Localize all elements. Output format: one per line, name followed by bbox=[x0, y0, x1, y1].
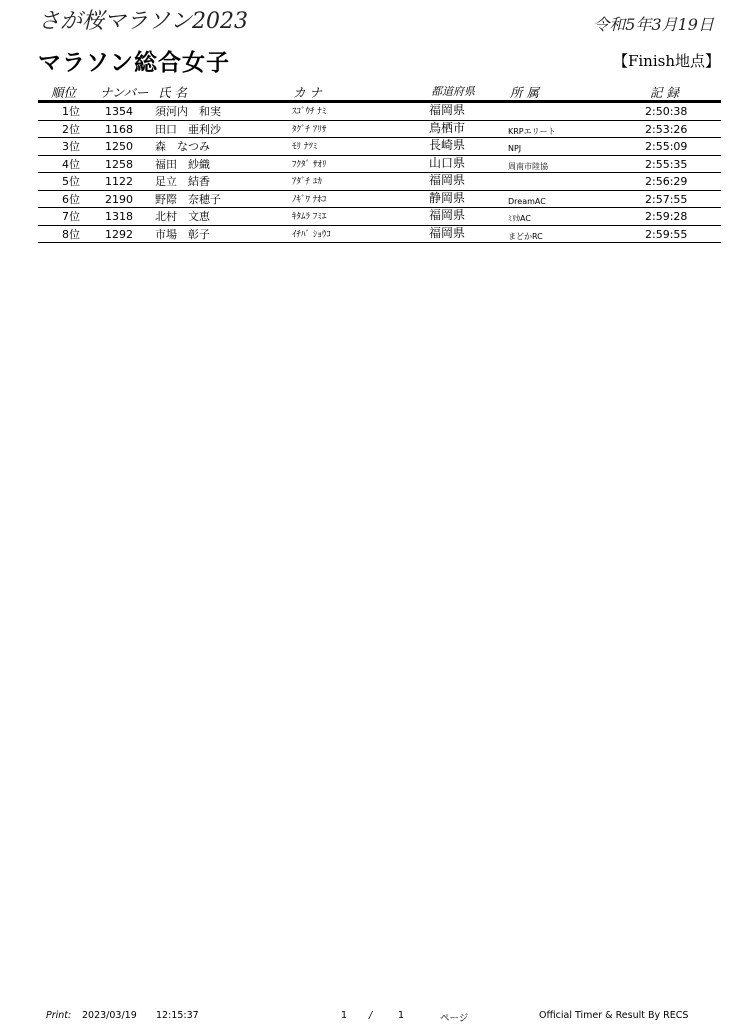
result-title: マラソン総合女子 bbox=[38, 50, 230, 76]
cell-name: 野際 奈穂子 bbox=[155, 192, 221, 206]
cell-club: 周南市陸協 bbox=[508, 161, 548, 171]
cell-rank: 1位 bbox=[62, 105, 80, 118]
cell-kana: ﾌｸﾀﾞ ｻｵﾘ bbox=[292, 159, 327, 170]
cell-name: 須河内 和実 bbox=[155, 105, 221, 118]
cell-number: 1258 bbox=[105, 157, 133, 171]
page-total: 1 bbox=[398, 1010, 405, 1021]
cell-rank: 8位 bbox=[62, 227, 80, 241]
table-row bbox=[38, 121, 721, 139]
cell-prefecture: 山口県 bbox=[429, 155, 466, 170]
cell-time: 2:55:35 bbox=[645, 157, 688, 171]
cell-kana: ﾉｷﾞﾜ ﾅﾎｺ bbox=[292, 194, 327, 205]
print-time: 12:15:37 bbox=[156, 1010, 199, 1021]
page-current: 1 bbox=[341, 1010, 348, 1021]
cell-rank: 4位 bbox=[62, 157, 80, 171]
table-row bbox=[38, 208, 721, 226]
cell-number: 1250 bbox=[105, 140, 133, 153]
header-club: 所 属 bbox=[510, 85, 539, 100]
table-row bbox=[38, 173, 721, 191]
table-row bbox=[38, 191, 721, 209]
cell-kana: ｲﾁﾊﾞ ｼｮｳｺ bbox=[292, 229, 331, 240]
cell-prefecture: 福岡県 bbox=[429, 225, 466, 240]
page-footer bbox=[0, 1010, 736, 1024]
cell-time: 2:50:38 bbox=[645, 105, 688, 118]
cell-rank: 5位 bbox=[62, 175, 80, 188]
print-date: 2023/03/19 bbox=[82, 1010, 137, 1021]
cell-name: 田口 亜利沙 bbox=[155, 122, 221, 136]
results-table bbox=[38, 103, 721, 243]
cell-number: 1318 bbox=[105, 210, 133, 223]
cell-time: 2:57:55 bbox=[645, 192, 688, 206]
cell-time: 2:59:55 bbox=[645, 227, 688, 241]
header-kana: カ ナ bbox=[293, 85, 322, 100]
cell-kana: ｽｺﾞｳﾁ ﾅﾐ bbox=[292, 107, 327, 117]
cell-time: 2:53:26 bbox=[645, 122, 688, 136]
event-date: 令和5年3月19日 bbox=[593, 15, 714, 34]
cell-kana: ﾀｸﾞﾁ ｱﾘｻ bbox=[292, 124, 327, 135]
cell-number: 1168 bbox=[105, 122, 133, 136]
cell-name: 市場 彰子 bbox=[155, 227, 210, 241]
cell-prefecture: 静岡県 bbox=[429, 190, 466, 205]
checkpoint-label: 【Finish地点】 bbox=[612, 52, 720, 70]
cell-time: 2:55:09 bbox=[645, 140, 688, 153]
cell-prefecture: 福岡県 bbox=[429, 173, 466, 187]
cell-club: NPJ bbox=[508, 144, 522, 153]
table-header bbox=[38, 82, 721, 103]
table-row bbox=[38, 138, 721, 156]
cell-number: 1292 bbox=[105, 227, 133, 241]
page-separator: / bbox=[369, 1010, 373, 1021]
cell-rank: 7位 bbox=[62, 210, 80, 223]
cell-prefecture: 鳥栖市 bbox=[429, 120, 466, 135]
cell-rank: 6位 bbox=[62, 192, 80, 206]
header-time: 記 録 bbox=[650, 85, 679, 100]
cell-rank: 2位 bbox=[62, 122, 80, 136]
print-label: Print: bbox=[46, 1010, 72, 1021]
cell-time: 2:59:28 bbox=[645, 210, 688, 223]
credit-text: Official Timer & Result By RECS bbox=[539, 1010, 689, 1021]
header-prefecture: 都道府県 bbox=[431, 85, 475, 98]
header-name: 氏 名 bbox=[158, 85, 187, 100]
cell-number: 2190 bbox=[105, 192, 133, 206]
cell-kana: ｷﾀﾑﾗ ﾌﾐｴ bbox=[292, 212, 327, 222]
cell-time: 2:56:29 bbox=[645, 175, 688, 188]
cell-kana: ﾓﾘ ﾅﾂﾐ bbox=[292, 142, 318, 152]
page-label: ページ bbox=[440, 1013, 469, 1024]
cell-number: 1354 bbox=[105, 105, 133, 118]
cell-kana: ｱﾀﾞﾁ ﾕｶ bbox=[292, 177, 322, 187]
event-title: さが桜マラソン2023 bbox=[38, 9, 248, 34]
cell-prefecture: 福岡県 bbox=[429, 103, 466, 117]
cell-number: 1122 bbox=[105, 175, 133, 188]
cell-club: KRPエリート bbox=[508, 126, 556, 136]
cell-name: 北村 文恵 bbox=[155, 210, 210, 223]
header-rank: 順位 bbox=[51, 85, 77, 100]
cell-club: ﾐﾘｶAC bbox=[508, 214, 531, 223]
cell-rank: 3位 bbox=[62, 140, 80, 153]
table-row bbox=[38, 156, 721, 174]
table-row bbox=[38, 103, 721, 121]
cell-prefecture: 福岡県 bbox=[429, 208, 466, 222]
table-row bbox=[38, 226, 721, 244]
cell-club: まどかRC bbox=[508, 231, 543, 241]
cell-prefecture: 長崎県 bbox=[429, 138, 466, 152]
cell-name: 福田 紗織 bbox=[155, 157, 210, 171]
cell-name: 森 なつみ bbox=[155, 140, 210, 153]
cell-club: DreamAC bbox=[508, 196, 546, 206]
header-number: ナンバー bbox=[100, 85, 149, 100]
cell-name: 足立 結香 bbox=[155, 175, 210, 188]
